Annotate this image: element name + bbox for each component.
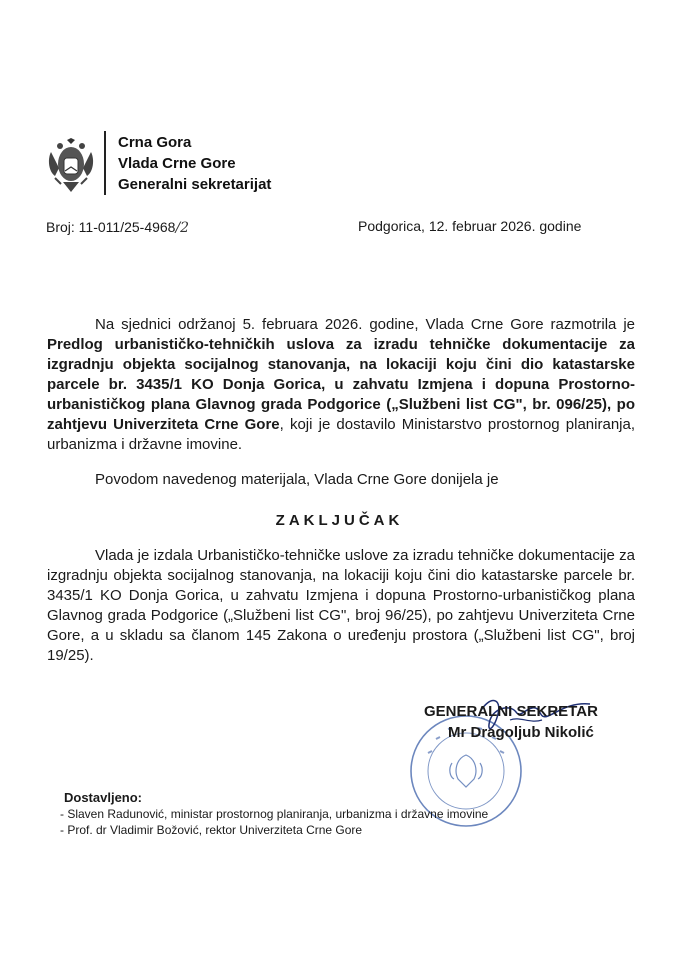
- office-name: Generalni sekretarijat: [118, 176, 272, 193]
- conclusion-heading: ZAKLJUČAK: [275, 512, 404, 529]
- paragraph-decision-intro: Povodom navedenog materijala, Vlada Crne Gore donijela je: [95, 471, 499, 488]
- header-divider: [104, 131, 106, 195]
- distribution-item: - Prof. dr Vladimir Božović, rektor Univerziteta Crne Gore: [60, 823, 363, 837]
- country-name: Crna Gora: [118, 134, 192, 151]
- distribution-label: Dostavljeno:: [64, 790, 143, 805]
- signatory-name: Mr Dragoljub Nikolić: [448, 724, 594, 741]
- paragraph-intro: [47, 315, 635, 455]
- signatory-title: GENERALNI SEKRETAR: [424, 703, 598, 720]
- intro-text-a: Na sjednici održanoj 5. februara 2026. godine, Vlada Crne Gore razmotrila je: [95, 316, 635, 333]
- signature-icon: [420, 690, 630, 750]
- reference-number: [46, 219, 189, 236]
- handwritten-suffix: /2: [175, 220, 190, 236]
- paragraph-conclusion: Vlada je izdala Urbanističko-tehničke uslove za izradu tehničke dokumentacije za izgradnju objekta socijalnog stanovanja, na lokaciji koju čini dio katastarske parcele br. 3435/1 KO Donja Gorica, u zahvatu Izmjena i dopuna Prostorno-urbanističkog plana Glavnog grada Podgorice („Službeni list CG", broj 96/25), po zahtjevu Univerziteta Crne Gore, a u skladu sa članom 145 Zakona o uređenju prostora („Službeni list CG", broj 19/25).: [47, 547, 635, 664]
- distribution-item: - Slaven Radunović, ministar prostornog planiranja, urbanizma i državne imovine: [60, 807, 489, 821]
- header-block: [118, 132, 271, 195]
- distribution-list: [60, 806, 488, 838]
- document-date: Podgorica, 12. februar 2026. godine: [358, 218, 582, 234]
- government-name: Vlada Crne Gore: [118, 155, 236, 172]
- coat-of-arms-icon: [45, 138, 97, 194]
- intro-text-b: , koji je dostavilo Ministarstvo prostornog planiranja, urbanizma i državne imovine.: [47, 416, 635, 453]
- reference-label: Broj: 11-011/25-4968: [46, 219, 176, 235]
- intro-subject: Predlog urbanističko-tehničkih uslova za izradu tehničke dokumentacije za izgradnju objekta socijalnog stanovanja, na lokaciji koju čini dio katastarske parcele br. 3435/1 KO Donja Gorica, u zahvatu Izmjena i dopuna Prostorno-urbanističkog plana Glavnog grada Podgorice („Službeni list CG", br. 096/25), po zahtjevu Univerziteta Crne Gore: [47, 336, 635, 433]
